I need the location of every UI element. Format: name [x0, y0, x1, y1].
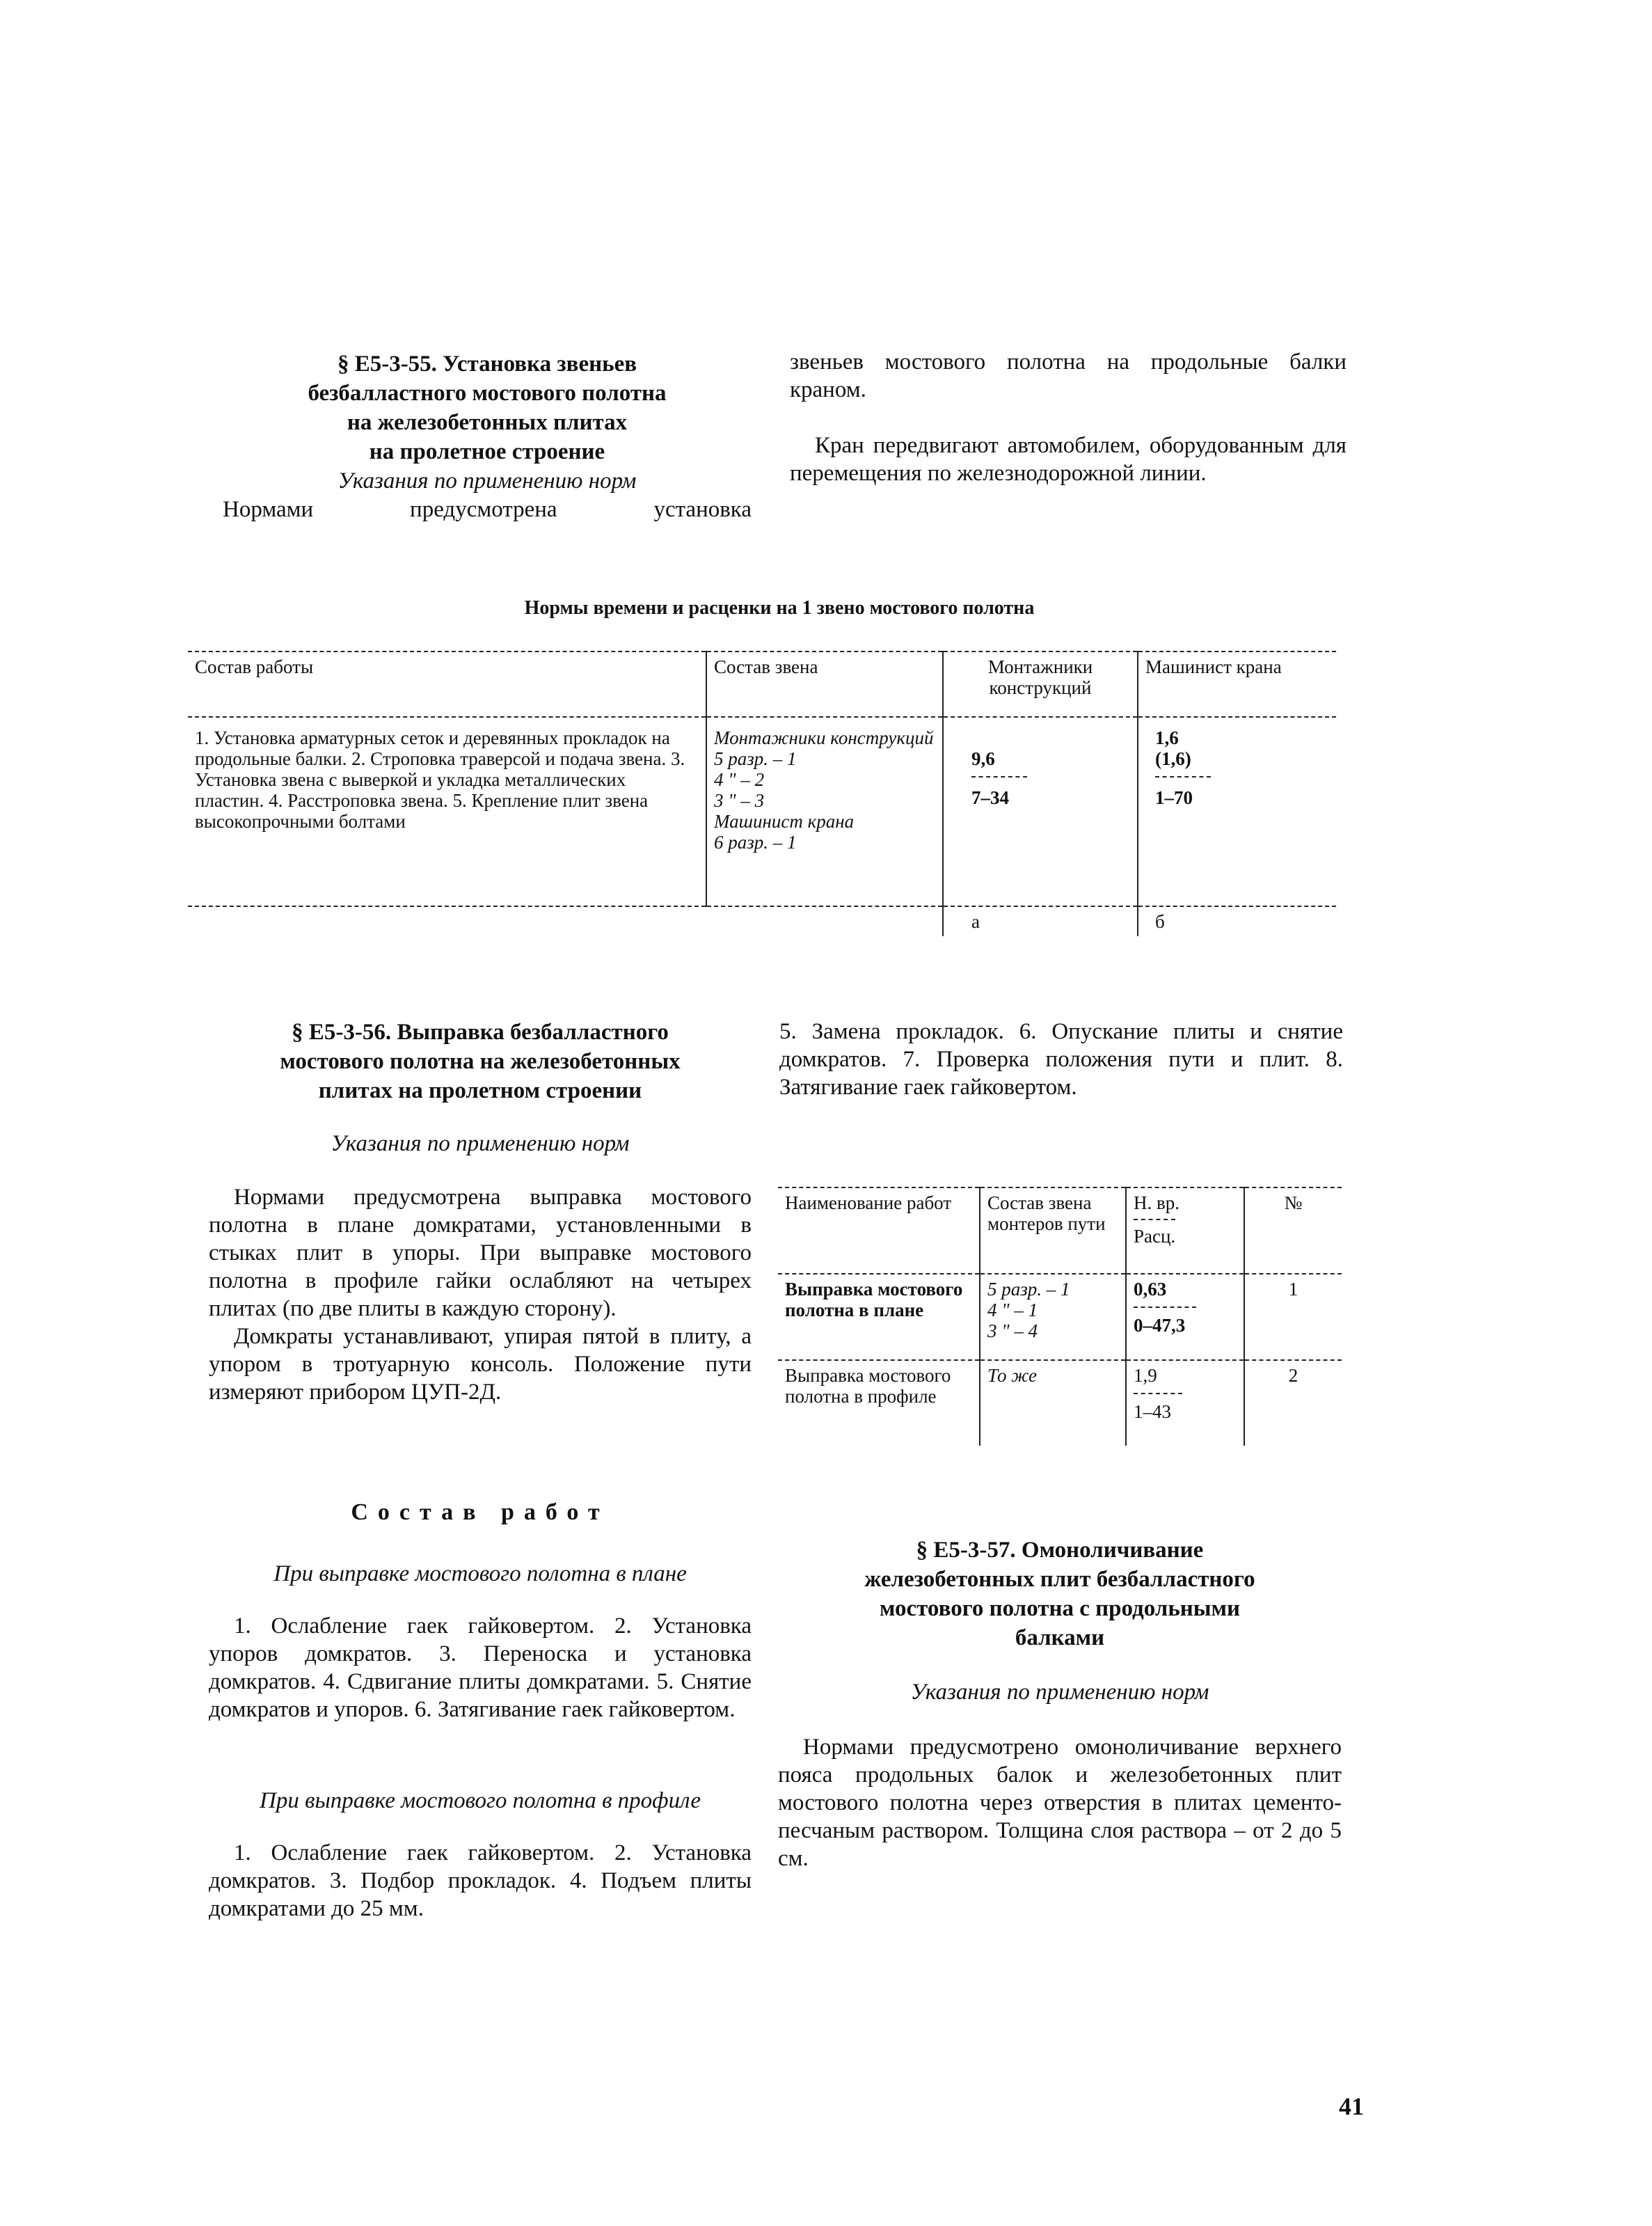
- section-57-text: [778, 1733, 1342, 1872]
- plan-subheading: При выправке мостового полотна в плане: [273, 1561, 687, 1586]
- table-2-row-values: [1126, 1360, 1244, 1446]
- crew-line: 6 разр. – 1: [714, 832, 797, 853]
- norm-time-value: 1,9: [1134, 1365, 1157, 1386]
- section-55-title-line: на железобетонных плитах: [347, 410, 628, 435]
- crew-line: Машинист крана: [714, 811, 855, 832]
- table-1-header-crew: Состав звена: [706, 652, 943, 717]
- section-55-title-line: § Е5-3-55. Установка звеньев: [337, 352, 637, 377]
- table-2-row-crew: [980, 1274, 1126, 1360]
- rate-value: 7–34: [971, 787, 1009, 808]
- norm-time-value: 9,6: [971, 748, 995, 769]
- section-56-paragraph-2: Домкраты устанавливают, упирая пятой в плиту, а упором в тротуарную консоль. Положение пути измеряют прибором ЦУП-2Д.: [209, 1324, 752, 1405]
- table-row: [778, 1360, 1342, 1446]
- profile-paragraph: 1. Ослабление гаек гайковертом. 2. Установка домкратов. 3. Подбор прокладок. 4. Подъем плиты домкратами до 25 мм.: [209, 1840, 752, 1921]
- section-57-title-line: § Е5-3-57. Омоноличивание: [916, 1538, 1204, 1563]
- page-number: 41: [1339, 2092, 1364, 2120]
- fraction-line: [1155, 776, 1211, 777]
- table-1-mashinist-values: [1138, 717, 1336, 906]
- table-2-header-norm: [1126, 1187, 1244, 1274]
- crew-line: 5 разр. – 1: [987, 1279, 1070, 1300]
- table-1: [188, 651, 1336, 936]
- section-57-title: [778, 1536, 1342, 1652]
- section-55-title-line: на пролетное строение: [369, 439, 605, 464]
- norm-time-value: 1,6: [1155, 727, 1179, 748]
- section-55-paragraph: звеньев мостового полотна на продольные балки краном.: [790, 349, 1347, 402]
- crew-line: 4 " – 1: [987, 1300, 1038, 1320]
- section-55-text-left: [223, 496, 752, 523]
- table-1-caption: Нормы времени и расценки на 1 звено мостового полотна: [524, 597, 1035, 619]
- section-56-subtitle: Указания по применению норм: [331, 1131, 630, 1156]
- section-56-title: [209, 1018, 752, 1105]
- section-56-continuation: [779, 1018, 1343, 1101]
- empty-cell: [706, 906, 943, 936]
- header-norm-time: Н. вр.: [1134, 1192, 1180, 1213]
- norm-time-paren-value: (1,6): [1155, 748, 1191, 769]
- crew-line: 3 " – 3: [714, 790, 765, 811]
- table-2-header-name: Наименование работ: [785, 1192, 952, 1213]
- table-2-row-number: 2: [1244, 1360, 1342, 1446]
- section-57-paragraph: Нормами предусмотрено омоноличивание верхнего пояса продольных балок и железобетонных плит мостового полотна через отверстия в плитах цементо-песчаным раствором. Толщина слоя раствора – от 2 до 5 см.: [778, 1735, 1342, 1871]
- fraction-line: [1134, 1219, 1175, 1220]
- section-55-title-line: безбалластного мостового полотна: [308, 381, 667, 406]
- table-row: [188, 717, 1336, 906]
- section-55-text-right-2: [790, 432, 1347, 487]
- table-1-header-mashinist: Машинист крана: [1138, 652, 1336, 717]
- work-composition-heading: Состав работ: [351, 1499, 610, 1525]
- continuation-paragraph: 5. Замена прокладок. 6. Опускание плиты и снятие домкратов. 7. Проверка положения пути и плит. 8. Затягивание гаек гайковертом.: [779, 1019, 1343, 1100]
- table-2-header-crew: Состав звена монтеров пути: [980, 1187, 1126, 1274]
- rate-value: 1–43: [1134, 1401, 1171, 1422]
- profile-text: [209, 1839, 752, 1923]
- section-56-paragraph-1: Нормами предусмотрена выправка мостового полотна в плане домкратами, установленными в стыках плит в упоры. При выправке мостового полотна в профиле гайки ослабляют на четырех плитах (по две плиты в каждую сторону).: [209, 1185, 752, 1321]
- table-1-header-montazhniki: Монтажники конструкций: [943, 652, 1138, 717]
- crew-line: 4 " – 2: [714, 769, 765, 790]
- table-2-row-values: [1126, 1274, 1244, 1360]
- fraction-line: [1134, 1307, 1196, 1308]
- column-letter-b: б: [1138, 906, 1336, 936]
- table-1-letters-row: [188, 906, 1336, 936]
- section-55-title: [223, 349, 752, 466]
- section-56-text: [209, 1183, 752, 1406]
- section-57-title-line: балками: [1015, 1625, 1105, 1650]
- table-2-row-crew: [980, 1360, 1126, 1446]
- section-55-paragraph: Кран передвигают автомобилем, оборудованным для перемещения по железнодорожной линии.: [790, 433, 1347, 486]
- table-2-header-number: №: [1244, 1187, 1342, 1274]
- column-letter-a: а: [943, 906, 1138, 936]
- rate-value: 0–47,3: [1134, 1315, 1186, 1336]
- section-56-title-line: мостового полотна на железобетонных: [280, 1049, 681, 1074]
- section-55-text-right-1: [790, 348, 1347, 404]
- table-2-row-name: Выправка мостового полотна в профиле: [785, 1365, 951, 1407]
- table-1-work-description: 1. Установка арматурных сеток и деревянных прокладок на продольные балки. 2. Строповка траверсой и подача звена. 3. Установка звена с выверкой и укладка металлических пластин. 4. Расстроповка звена. 5. Крепление плит звена высокопрочными болтами: [195, 727, 685, 832]
- rate-value: 1–70: [1155, 787, 1193, 808]
- table-1-crew: [706, 717, 943, 906]
- table-row: [778, 1274, 1342, 1360]
- empty-cell: [188, 906, 706, 936]
- table-1-header-work: Состав работы: [195, 656, 314, 677]
- section-56-title-line: § Е5-3-56. Выправка безбалластного: [292, 1020, 669, 1045]
- section-57-title-line: мостового полотна с продольными: [879, 1596, 1241, 1621]
- table-1-montazhniki-values: [943, 717, 1138, 906]
- table-2-row-name: Выправка мостового полотна в плане: [785, 1279, 963, 1320]
- header-rate: Расц.: [1134, 1226, 1176, 1247]
- table-2: [778, 1187, 1342, 1446]
- section-57-subtitle: Указания по применению норм: [910, 1680, 1209, 1705]
- section-55-subtitle: Указания по применению норм: [337, 468, 637, 494]
- plan-text: [209, 1612, 752, 1723]
- crew-line: Монтажники конструкций: [714, 727, 934, 748]
- crew-line: 5 разр. – 1: [714, 748, 797, 769]
- norm-time-value: 0,63: [1134, 1279, 1167, 1300]
- crew-line: 3 " – 4: [987, 1320, 1038, 1341]
- fraction-line: [971, 776, 1027, 777]
- crew-line: То же: [987, 1365, 1038, 1386]
- table-1-header-row: [188, 652, 1336, 717]
- table-2-header-row: [778, 1187, 1342, 1274]
- section-57-title-line: железобетонных плит безбалластного: [864, 1567, 1255, 1592]
- profile-subheading: При выправке мостового полотна в профиле: [260, 1788, 701, 1813]
- fraction-line: [1134, 1393, 1182, 1394]
- section-56-title-line: плитах на пролетном строении: [318, 1078, 642, 1103]
- table-2-row-number: 1: [1244, 1274, 1342, 1360]
- plan-paragraph: 1. Ослабление гаек гайковертом. 2. Установка упоров домкратов. 3. Переноска и установка домкратов. 4. Сдвигание плиты домкратами. 5. Снятие домкратов и упоров. 6. Затягивание гаек гайковертом.: [209, 1613, 752, 1722]
- section-55-text-left-content: Нормами предусмотрена установка: [223, 497, 752, 522]
